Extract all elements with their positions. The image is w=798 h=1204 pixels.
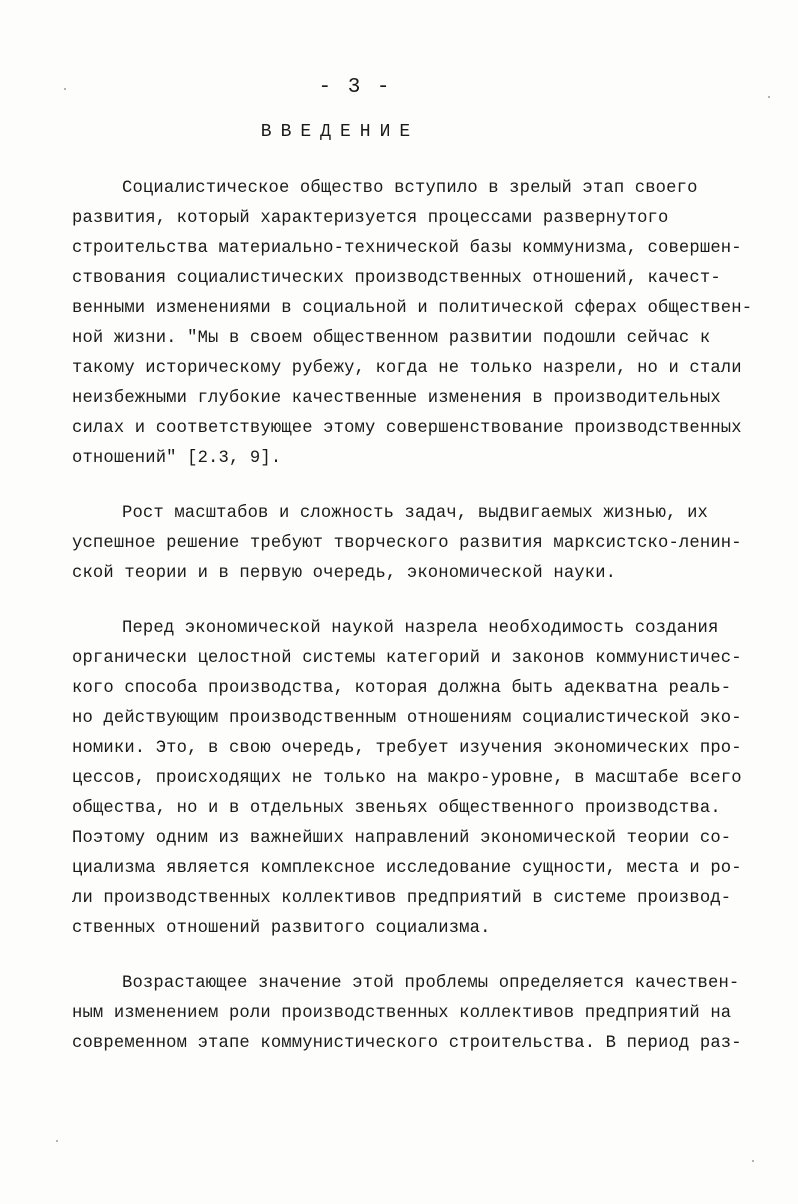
text-line: неизбежными глубокие качественные изменения в производительных (72, 389, 721, 408)
text-line: современном этапе коммунистического строительства. В период раз- (72, 1034, 742, 1053)
section-title: ВВЕДЕНИЕ (260, 122, 420, 142)
text-line: Рост масштабов и сложность задач, выдвигаемых жизнью, их (122, 504, 708, 523)
text-line: развития, который характеризуется процессами развернутого (72, 209, 669, 228)
paragraph-4 (72, 969, 762, 1059)
text-line: ствования социалистических производственных отношений, качест- (72, 269, 721, 288)
text-line: Поэтому одним из важнейших направлений экономической теории со- (72, 829, 732, 848)
scan-speck (56, 1140, 58, 1142)
page-number: - 3 - (318, 76, 392, 99)
scan-speck (64, 88, 66, 90)
text-line: такому историческому рубежу, когда не только назрели, но и стали (72, 359, 742, 378)
text-line: ли производственных коллективов предприятий в системе производ- (72, 889, 732, 908)
text-line: ным изменением роли производственных коллективов предприятий на (72, 1004, 732, 1023)
text-line: силах и соответствующее этому совершенствование производственных (72, 419, 742, 438)
scan-speck (752, 1160, 754, 1162)
text-line: отношений" [2.3, 9]. (72, 449, 282, 468)
text-line: строительства материально-технической базы коммунизма, совершен- (72, 239, 742, 258)
text-line: ственных отношений развитого социализма. (72, 919, 491, 938)
text-line: номики. Это, в свою очередь, требует изучения экономических про- (72, 739, 742, 758)
paragraph-3 (72, 614, 762, 944)
text-line: общества, но и в отдельных звеньях общественного производства. (72, 799, 721, 818)
text-line: органически целостной системы категорий и законов коммунистичес- (72, 649, 742, 668)
body-text (72, 174, 762, 1084)
text-line: ской теории и в первую очередь, экономической науки. (72, 564, 617, 583)
text-line: ной жизни. "Мы в своем общественном развитии подошли сейчас к (72, 329, 711, 348)
text-line: Перед экономической наукой назрела необходимость создания (122, 619, 719, 638)
scan-speck (768, 96, 770, 98)
text-line: но действующим производственным отношениям социалистической эко- (72, 709, 742, 728)
text-line: цессов, происходящих не только на макро-уровне, в масштабе всего (72, 769, 742, 788)
text-line: циализма является комплексное исследование сущности, места и ро- (72, 859, 742, 878)
text-line: Социалистическое общество вступило в зрелый этап своего (122, 179, 698, 198)
text-line: Возрастающее значение этой проблемы определяется качествен- (122, 974, 740, 993)
text-line: кого способа производства, которая должна быть адекватна реаль- (72, 679, 732, 698)
paragraph-2 (72, 499, 762, 589)
text-line: успешное решение требуют творческого развития марксистско-ленин- (72, 534, 742, 553)
paragraph-1 (72, 174, 762, 474)
text-line: венными изменениями в социальной и политической сферах обществен- (72, 299, 753, 318)
